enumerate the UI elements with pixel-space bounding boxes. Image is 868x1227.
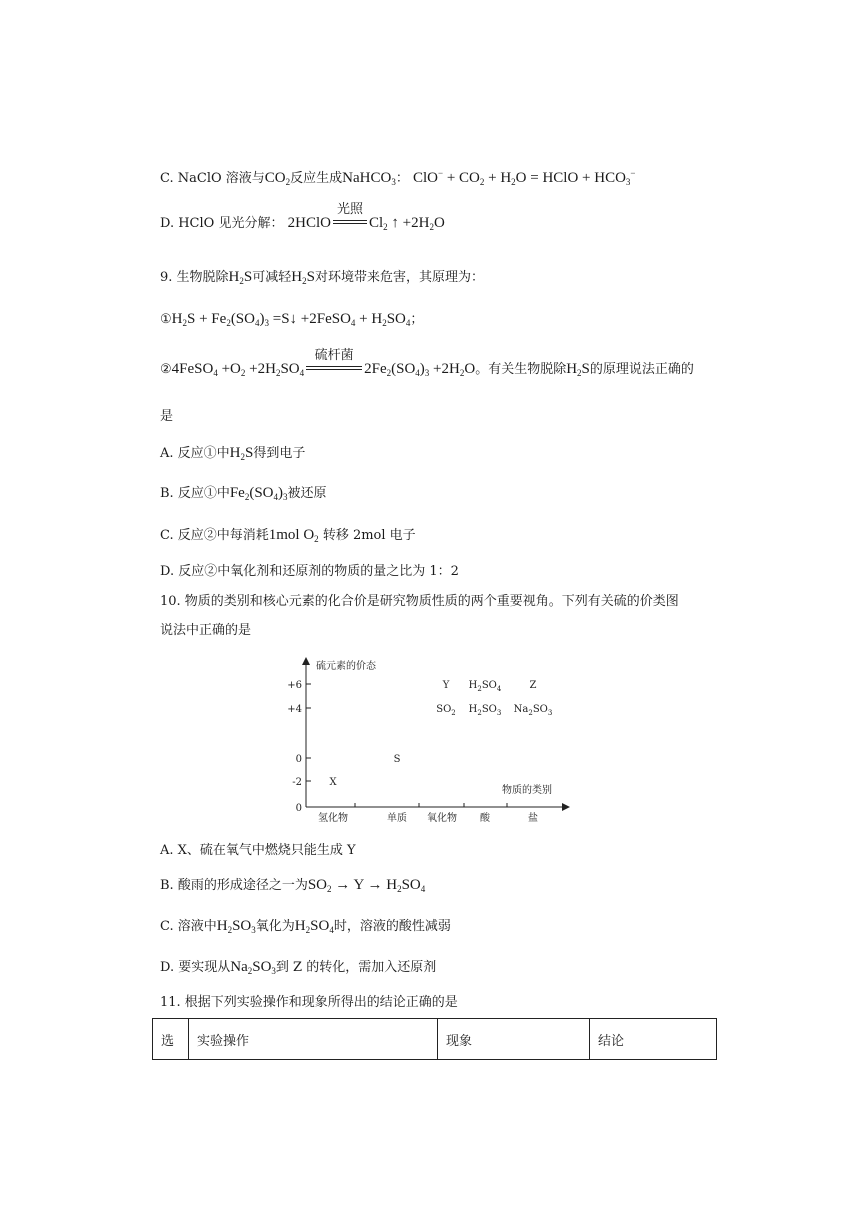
y-tick-label: 0	[295, 754, 302, 765]
q9-option-b: B. 反应①中$Fe_2(SO_4)_3$被还原	[160, 485, 327, 502]
y-tick-label: +4	[287, 704, 302, 715]
q9-option-c: C. 反应②中每消耗1mol $O_2$ 转移 2mol 电子	[160, 527, 416, 544]
y-tick-label: 0	[295, 803, 302, 814]
q9-option-d: D. 反应②中氧化剂和还原剂的物质的量之比为 1：2	[160, 564, 459, 579]
y-tick-label: -2	[292, 777, 302, 788]
header-cell: 选	[153, 1019, 189, 1060]
q11-table	[152, 1018, 717, 1060]
x-tick-label: 氧化物	[427, 813, 457, 824]
point-label: $SO_2$	[436, 704, 456, 717]
y-tick-label: +6	[287, 680, 302, 691]
q10-stem-line1: 10. 物质的类别和核心元素的化合价是研究物质性质的两个重要视角。下列有关硫的价类图	[160, 594, 679, 609]
x-tick-label: 盐	[528, 813, 538, 824]
point-label: $Na_2SO_3$	[513, 704, 553, 717]
point-label: $H_2SO_3$	[468, 704, 502, 717]
q9-stem-end: 是	[160, 409, 174, 424]
q10-option-a: A. X、硫在氧气中燃烧只能生成 Y	[160, 843, 356, 858]
sulfur-valence-class-chart	[270, 655, 580, 830]
q11-stem: 11. 根据下列实验操作和现象所得出的结论正确的是	[160, 995, 458, 1010]
x-tick-label: 酸	[480, 813, 490, 824]
q8-option-d: D. HClO 见光分解： 2HClO 光照 $Cl_2$ ↑ $+2H_2O$	[160, 202, 445, 232]
x-axis-arrow	[562, 803, 570, 811]
q10-stem-line2: 说法中正确的是	[160, 623, 252, 638]
point-label: X	[329, 777, 337, 788]
point-label: Y	[442, 680, 450, 691]
point-label: Z	[529, 680, 537, 691]
q9-reaction-1: $①H_2S + Fe_2(SO_4)_3$ =S↓ +2FeSO$_4$ + $H_2SO_4$；	[160, 311, 424, 328]
y-axis-arrow	[302, 657, 310, 665]
table-row	[153, 1019, 717, 1060]
point-label: $H_2SO_4$	[468, 680, 502, 693]
q8-option-c: C. NaClO 溶液与$CO_2$反应生成NaHCO$_3$： $ClO^- + CO_2 + H_2O$ = HClO + $HCO_3^-$	[160, 168, 636, 187]
x-axis-label: 物质的类别	[502, 785, 552, 796]
q10-option-d: D. 要实现从$Na_2SO_3$到 Z 的转化，需加入还原剂	[160, 959, 437, 976]
header-cell: 实验操作	[189, 1019, 438, 1060]
header-cell: 结论	[590, 1019, 717, 1060]
q9-reaction-2: ②4FeSO$_4$ $+O_2 +2H_2SO_4$ 硫杆菌 $2Fe_2(SO_4)_3 +2H_2O$。有关生物脱除$H_2S$的原理说法正确的	[160, 348, 694, 378]
x-tick-label: 单质	[387, 813, 407, 824]
x-tick-label: 氢化物	[318, 813, 348, 824]
q9-stem: 9. 生物脱除$H_2S$可减轻$H_2S$对环境带来危害，其原理为：	[160, 269, 484, 286]
point-label: S	[393, 754, 401, 765]
q10-option-c: C. 溶液中$H_2SO_3$氧化为$H_2SO_4$时，溶液的酸性减弱	[160, 918, 451, 935]
header-cell: 现象	[438, 1019, 590, 1060]
y-axis-label: 硫元素的价态	[316, 661, 376, 672]
q9-option-a: A. 反应①中$H_2S$得到电子	[160, 445, 306, 462]
q10-option-b: B. 酸雨的形成途径之一为$SO_2 \to Y \to H_2SO_4$	[160, 877, 426, 894]
